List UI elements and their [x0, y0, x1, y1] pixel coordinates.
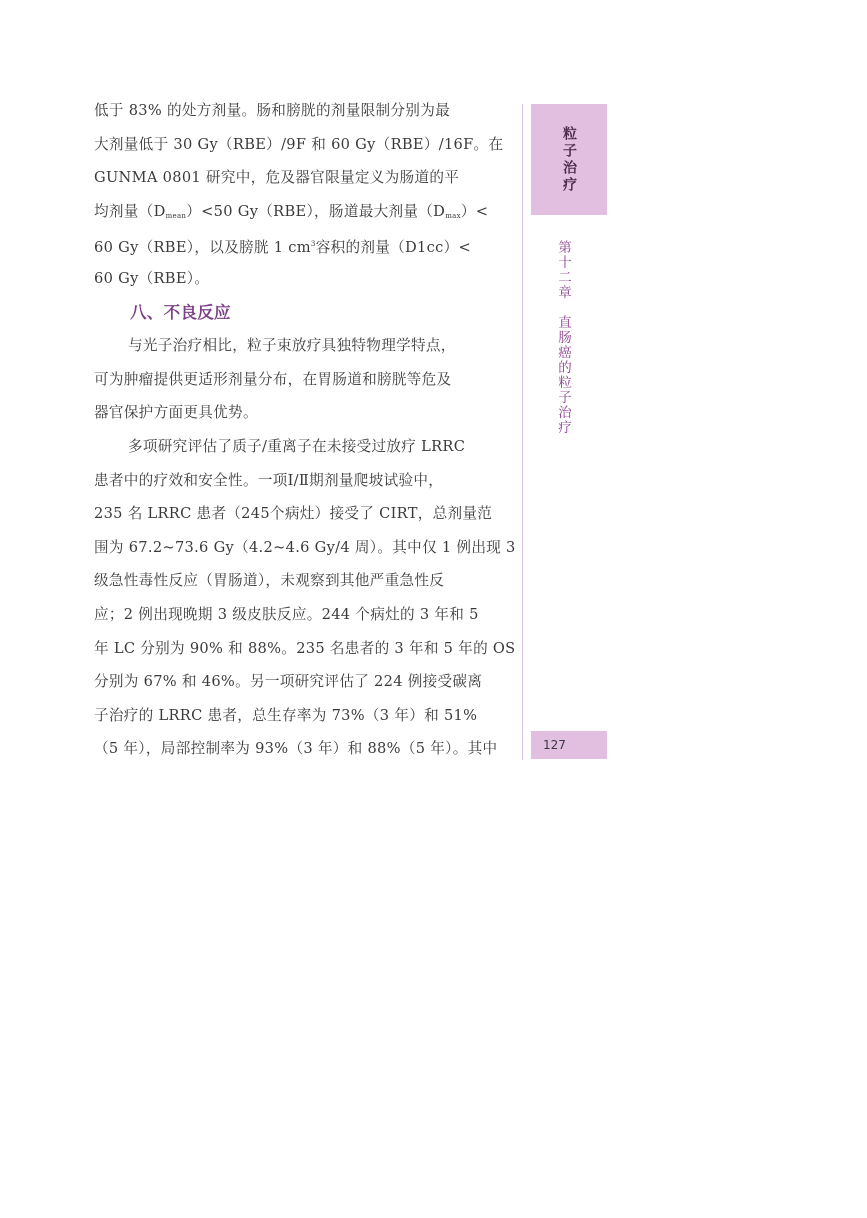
subscript-mean: mean: [165, 211, 187, 220]
paragraph-line: 器官保护方面更具优势。: [94, 404, 258, 422]
paragraph-line: 围为 67.2~73.6 Gy（4.2~4.6 Gy/4 周）。其中仅 1 例出现 3: [94, 538, 516, 556]
text-line: 低于 83% 的处方剂量。肠和膀胱的剂量限制分别为最: [94, 102, 450, 119]
text-line: GUNMA 0801 研究中，危及器官限量定义为肠道的平: [94, 169, 460, 187]
paragraph-line: 235 名 LRRC 患者（245个病灶）接受了 CIRT，总剂量范: [94, 505, 493, 523]
paragraph-line: 应；2 例出现晚期 3 级皮肤反应。244 个病灶的 3 年和 5: [94, 605, 479, 623]
paragraph-line: 年 LC 分别为 90% 和 88%。235 名患者的 3 年和 5 年的 OS: [94, 639, 516, 657]
text-line: 大剂量低于 30 Gy（RBE）/9F 和 60 Gy（RBE）/16F。在: [94, 135, 504, 153]
paragraph-line: 级急性毒性反应（胃肠道），未观察到其他严重急性反: [94, 572, 445, 590]
paragraph-line: 可为肿瘤提供更适形剂量分布，在胃肠道和膀胱等危及: [94, 370, 452, 388]
text-fragment: ）<: [460, 202, 489, 220]
paragraph-line: 与光子治疗相比，粒子束放疗具独特物理学特点，: [128, 337, 456, 355]
text-line-bladder: [94, 228, 496, 262]
text-fragment: 60 Gy（RBE），以及膀胱 1 cm: [94, 239, 311, 257]
text-fragment: 容积的剂量（D1cc）<: [315, 239, 472, 257]
paragraph-line: 多项研究评估了质子/重离子在未接受过放疗 LRRC: [128, 437, 466, 455]
text-line: 60 Gy（RBE）。: [94, 269, 210, 287]
section-tab-label: 粒子治疗: [561, 125, 577, 194]
section-tab: [531, 104, 607, 215]
paragraph-line: 分别为 67% 和 46%。另一项研究评估了 224 例接受碳离: [94, 673, 483, 691]
paragraph-line: （5 年），局部控制率为 93%（3 年）和 88%（5 年）。其中: [94, 740, 498, 758]
subscript-max: max: [445, 211, 461, 220]
text-line-dose-limits: [94, 195, 496, 229]
paragraph-line: 子治疗的 LRRC 患者，总生存率为 73%（3 年）和 51%: [94, 706, 478, 724]
main-text-column: [94, 94, 516, 766]
superscript-3: 3: [310, 240, 316, 249]
chapter-title: 第十二章 直肠癌的粒子治疗: [555, 240, 571, 435]
text-fragment: 均剂量（D: [94, 202, 166, 220]
text-fragment: ）<50 Gy（RBE），肠道最大剂量（D: [186, 202, 446, 220]
paragraph-line: 患者中的疗效和安全性。一项Ⅰ/Ⅱ期剂量爬坡试验中，: [94, 471, 444, 489]
section-heading: 八、不良反应: [130, 302, 231, 322]
column-divider: [522, 104, 523, 760]
page-number: 127: [531, 731, 607, 759]
